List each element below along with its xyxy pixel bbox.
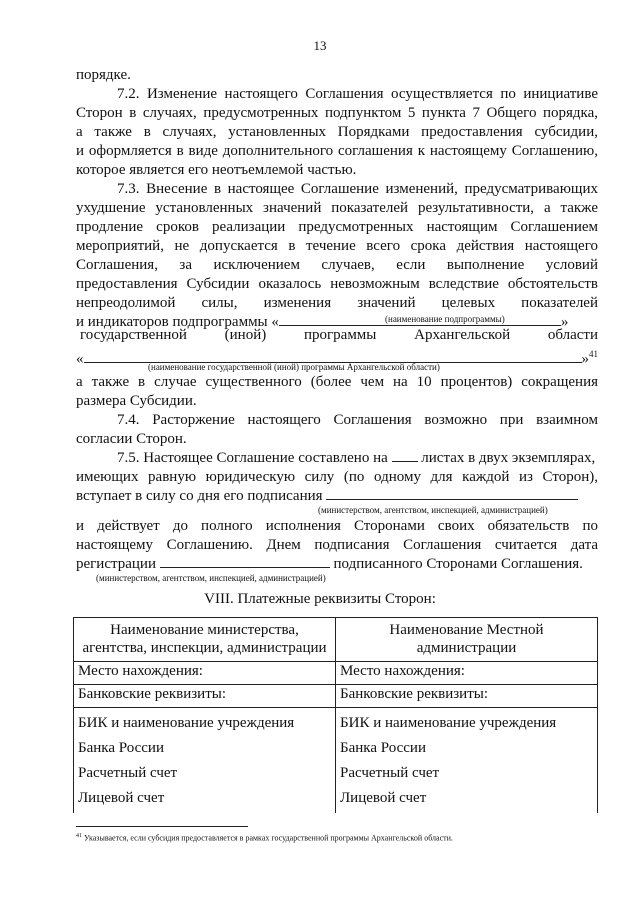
clause-7-3-line: 7.3. Внесение в настоящее Соглашение изменений, предусматривающих: [117, 181, 598, 197]
clause-7-5-line: и действует до полного исполнения Сторонами своих обязательств по: [76, 518, 598, 534]
text-line: порядке.: [76, 67, 131, 83]
subprogram-note: (наименование подпрограммы): [385, 314, 505, 324]
table-cell: Банковские реквизиты:: [336, 685, 598, 708]
table-row: [74, 662, 598, 685]
footnote-mark: 41: [76, 833, 82, 839]
registration-text: регистрации: [76, 556, 156, 572]
clause-7-3-line: продление сроков реализации предусмотренных настоящим Соглашением: [76, 219, 598, 235]
clause-7-3-line: мероприятий, не допускается в течение всего срока действия настоящего: [76, 238, 598, 254]
footnote: [76, 833, 453, 843]
quote-open: «: [76, 351, 84, 367]
program-note: (наименование государственной (иной) программы Архангельской области): [148, 362, 440, 372]
subprogram-prefix: и индикаторов подпрограммы «: [76, 314, 279, 330]
registration-line: [76, 555, 598, 574]
table-cell: Место нахождения:: [336, 662, 598, 685]
quote-close: »: [560, 314, 569, 330]
table-cell: Лицевой счет: [74, 786, 336, 813]
footnote-divider: [76, 826, 248, 827]
clause-7-2-line: которое является его неотъемлемой частью.: [76, 162, 357, 178]
clause-7-5-line: [117, 449, 598, 468]
clause-7-3-line: предоставления Субсидии оказалось невозможным вследствие обстоятельств: [76, 276, 598, 292]
table-cell: Расчетный счет: [336, 761, 598, 786]
payment-details-table: [73, 617, 598, 813]
clause-7-3-line: непреодолимой силы, изменения значений целевых показателей: [76, 295, 598, 311]
clause-7-2-line: Сторон в случаях, предусмотренных подпунктом 5 пункта 7 Общего порядка,: [76, 105, 598, 121]
table-row: [74, 708, 598, 737]
clause-7-3-line: Соглашения, за исключением случаев, если выполнение условий: [76, 257, 598, 273]
table-cell: БИК и наименование учреждения: [74, 708, 336, 737]
registration-note: (министерством, агентством, инспекцией, администрацией): [96, 573, 326, 583]
table-cell: Место нахождения:: [74, 662, 336, 685]
registration-blank[interactable]: [160, 555, 330, 568]
table-cell: Расчетный счет: [74, 761, 336, 786]
table-cell: Лицевой счет: [336, 786, 598, 813]
clause-7-3-line: ухудшение установленных значений показателей результативности, а также: [76, 200, 598, 216]
footnote-text: Указывается, если субсидия предоставляется в рамках государственной программы Архангельской области.: [84, 833, 453, 843]
clause-7-5-text: листах в двух экземплярах,: [421, 450, 596, 466]
signatory-note: (министерством, агентством, инспекцией, администрацией): [318, 505, 548, 515]
clause-7-2-line: и оформляется в виде дополнительного соглашения к настоящему Соглашению,: [76, 143, 598, 159]
clause-7-5-text: вступает в силу со дня его подписания: [76, 488, 323, 504]
clause-7-3-line: а также в случае существенного (более чем на 10 процентов) сокращения: [76, 374, 598, 390]
clause-7-5-text: 7.5. Настоящее Соглашение составлено на: [117, 450, 388, 466]
sheet-count-blank[interactable]: [392, 449, 418, 462]
clause-7-5-line: [76, 487, 598, 506]
ministry-header: Наименование министерства, агентства, инспекции, администрации: [74, 618, 336, 662]
clause-7-5-line: имеющих равную юридическую силу (по одному для каждой из Сторон),: [76, 469, 598, 485]
quote-close: »: [581, 351, 589, 367]
table-row: [74, 685, 598, 708]
table-row: [74, 786, 598, 813]
section-heading: VIII. Платежные реквизиты Сторон:: [204, 591, 436, 607]
table-cell: Банка России: [74, 736, 336, 761]
footnote-ref[interactable]: 41: [589, 349, 598, 359]
table-row: [74, 761, 598, 786]
clause-7-2-line: а также в случаях, установленных Порядками предоставления субсидии,: [76, 124, 598, 140]
clause-7-4-line: 7.4. Расторжение настоящего Соглашения возможно при взаимном: [117, 412, 598, 428]
local-admin-header: Наименование Местной администрации: [336, 618, 598, 662]
table-row: [74, 736, 598, 761]
clause-7-5-line: настоящему Соглашению. Днем подписания Соглашения считается дата: [76, 537, 598, 553]
program-line: государственной (иной) программы Архангельской области: [80, 327, 598, 343]
clause-7-2-line: 7.2. Изменение настоящего Соглашения осуществляется по инициативе: [117, 86, 598, 102]
clause-7-4-line: согласии Сторон.: [76, 431, 187, 447]
table-cell: Банка России: [336, 736, 598, 761]
clause-7-3-line: размера Субсидии.: [76, 393, 197, 409]
table-cell: БИК и наименование учреждения: [336, 708, 598, 737]
signatory-blank[interactable]: [326, 487, 578, 500]
table-cell: Банковские реквизиты:: [74, 685, 336, 708]
page-number: 13: [313, 38, 327, 53]
registration-text: подписанного Сторонами Соглашения.: [333, 556, 583, 572]
